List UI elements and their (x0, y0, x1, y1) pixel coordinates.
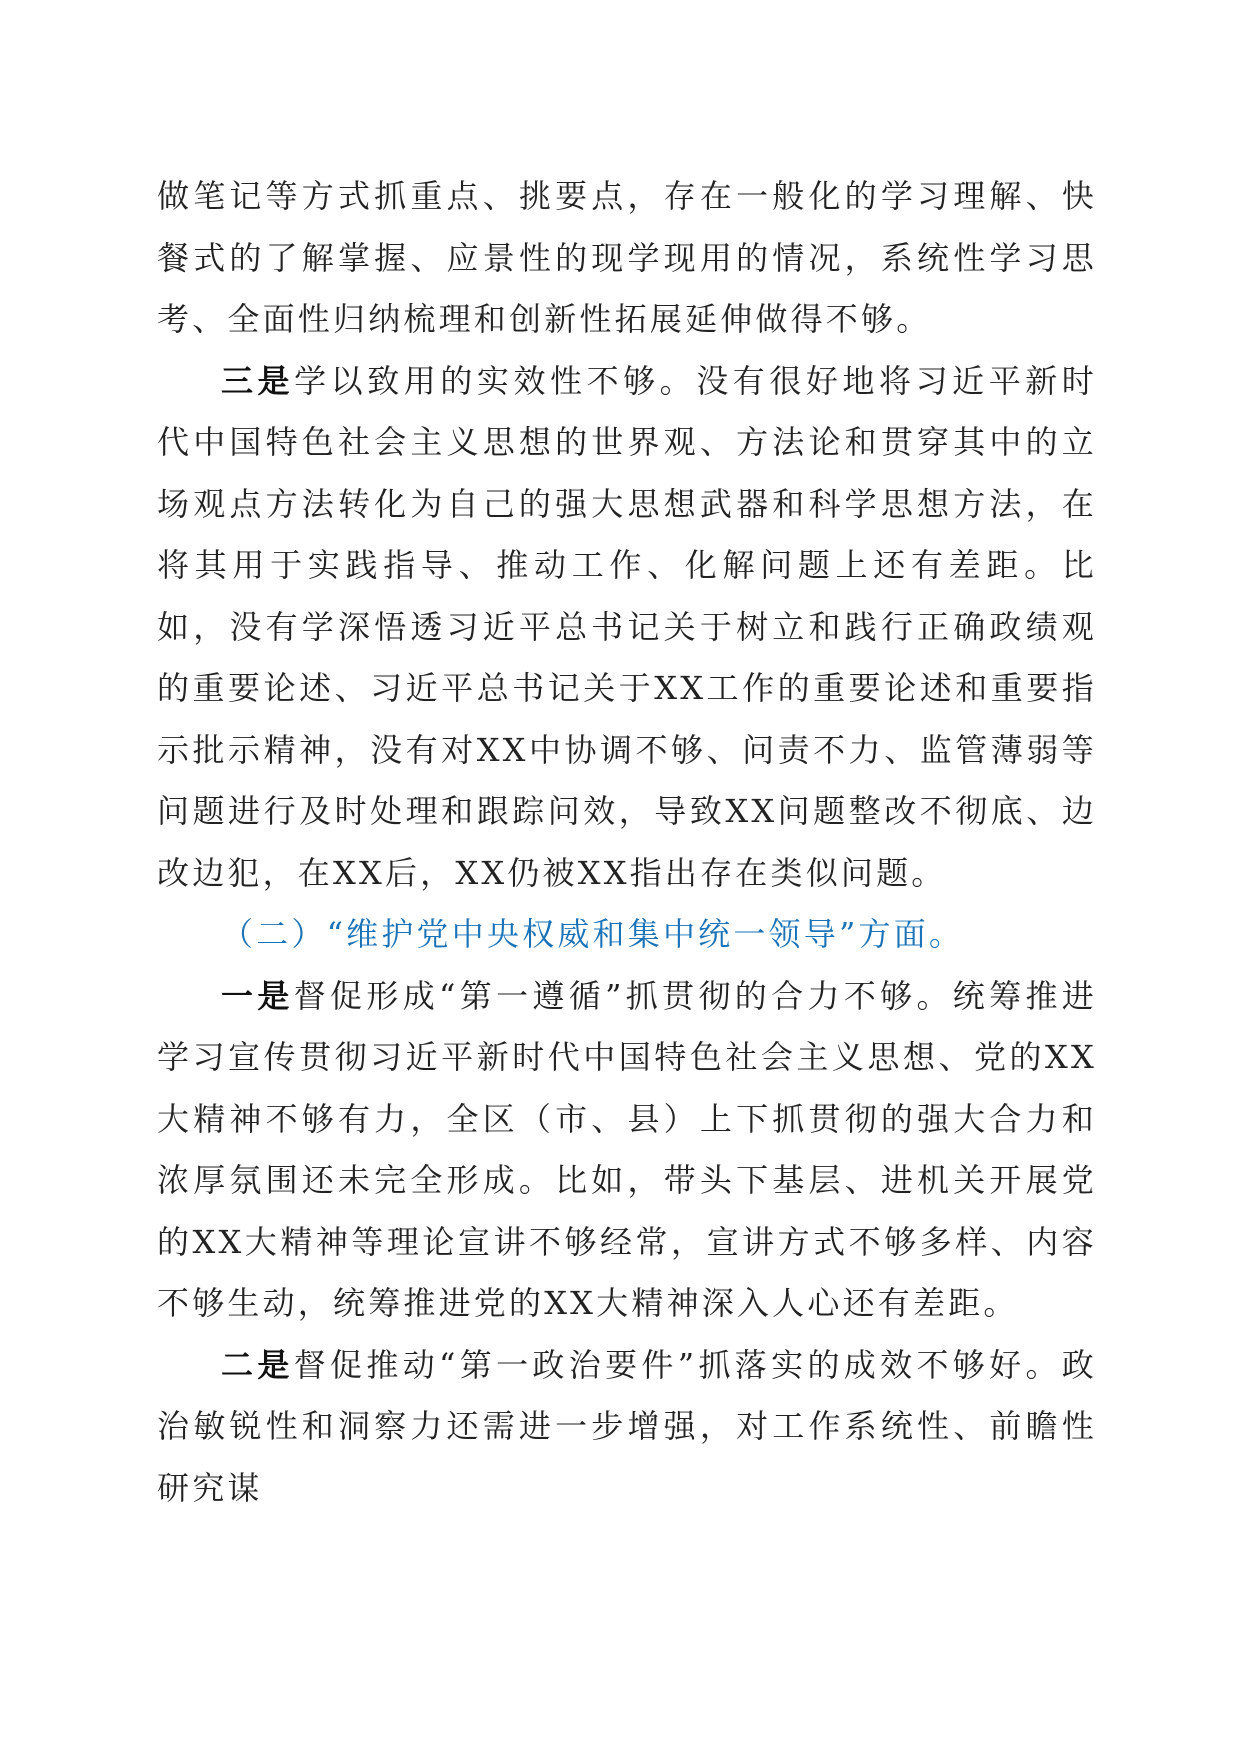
paragraph-text: 督促推动“第一政治要件”抓落实的成效不够好。政治敏锐性和洞察力还需进一步增强，对工作系统性、前瞻性研究谋 (157, 1345, 1098, 1507)
paragraph-lead: 二是 (221, 1345, 294, 1384)
paragraph-point-two (157, 1335, 1097, 1520)
section-heading: （二）“维护党中央权威和集中统一领导”方面。 (221, 915, 965, 953)
paragraph-point-three (157, 351, 1097, 905)
paragraph-text: 做笔记等方式抓重点、挑要点，存在一般化的学习理解、快餐式的了解掌握、应景性的现学现用的情况，系统性学习思考、全面性归纳梳理和创新性拓展延伸做得不够。 (157, 177, 1097, 338)
paragraph-lead: 三是 (221, 361, 295, 400)
paragraph-text: 督促形成“第一遵循”抓贯彻的合力不够。统筹推进学习宣传贯彻习近平新时代中国特色社会主义思想、党的XX大精神不够有力，全区（市、县）上下抓贯彻的强大合力和浓厚氛围还未完全形成。比如，带头下基层、进机关开展党的XX大精神等理论宣讲不够经常，宣讲方式不够多样、内容不够生动，统筹推进党的XX大精神深入人心还有差距。 (157, 976, 1098, 1322)
paragraph-lead: 一是 (221, 976, 294, 1015)
paragraph-point-one (157, 966, 1097, 1335)
paragraph-text: 学以致用的实效性不够。没有很好地将习近平新时代中国特色社会主义思想的世界观、方法论和贯穿其中的立场观点方法转化为自己的强大思想武器和科学思想方法，在将其用于实践指导、推动工作、化解问题上还有差距。比如，没有学深悟透习近平总书记关于树立和践行正确政绩观的重要论述、习近平总书记关于XX工作的重要论述和重要指示批示精神，没有对XX中协调不够、问责不力、监管薄弱等问题进行及时处理和跟踪问效，导致XX问题整改不彻底、边改边犯，在XX后，XX仍被XX指出存在类似问题。 (157, 361, 1098, 892)
document-body (157, 166, 1097, 1519)
paragraph-continuation (157, 166, 1097, 351)
